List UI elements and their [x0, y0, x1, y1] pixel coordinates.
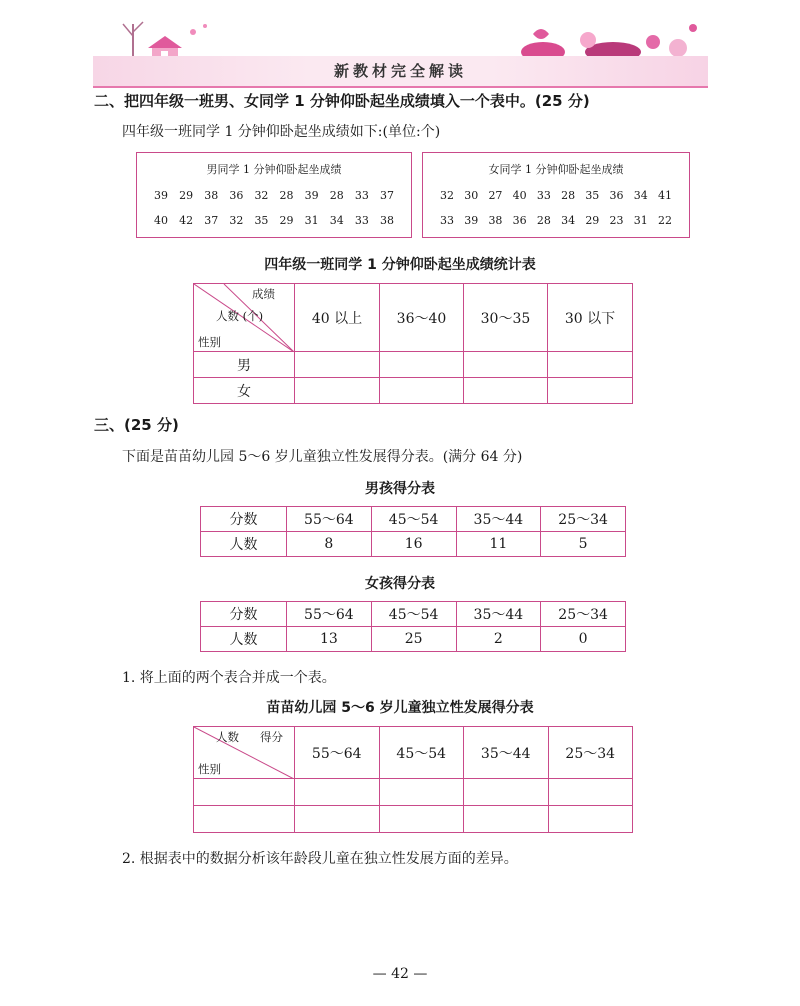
score-range: 35～44 [456, 602, 541, 627]
count-value: 13 [287, 627, 372, 652]
score-range: 35～44 [456, 507, 541, 532]
score-value: 29 [585, 214, 600, 227]
column-header: 55～64 [295, 727, 380, 779]
score-value: 32 [440, 189, 454, 202]
corner-label-gender: 性别 [198, 762, 221, 776]
count-value: 5 [541, 532, 626, 557]
row-label-score: 分数 [201, 507, 287, 532]
score-value: 40 [512, 189, 527, 202]
boys-score-row-2 [137, 214, 411, 227]
count-value: 16 [371, 532, 456, 557]
answer-cell[interactable] [295, 806, 380, 833]
corner-label-score: 成绩 [252, 287, 275, 301]
girls-score-row-2 [423, 214, 689, 227]
answer-cell[interactable] [295, 378, 380, 404]
answer-cell[interactable] [548, 779, 633, 806]
column-header: 35～44 [464, 727, 549, 779]
merged-score-table [193, 726, 633, 833]
girls-score-table [200, 601, 626, 652]
boys-score-title: 男同学 1 分钟仰卧起坐成绩 [206, 163, 342, 176]
boys-score-row-1 [137, 189, 411, 202]
score-value: 29 [179, 189, 194, 202]
score-value: 31 [633, 214, 648, 227]
column-header: 45～54 [379, 727, 464, 779]
answer-cell[interactable] [194, 806, 295, 833]
answer-cell[interactable] [295, 352, 380, 378]
score-value: 38 [488, 214, 503, 227]
score-value: 32 [229, 214, 244, 227]
score-value: 39 [464, 214, 479, 227]
score-value: 36 [229, 189, 244, 202]
merged-corner-cell [194, 727, 295, 779]
score-range: 25～34 [541, 507, 626, 532]
score-value: 28 [561, 189, 576, 202]
score-value: 39 [154, 189, 168, 202]
score-value: 36 [609, 189, 624, 202]
count-value: 0 [541, 627, 626, 652]
score-value: 33 [536, 189, 551, 202]
boys-score-table-caption: 男孩得分表 [365, 481, 435, 497]
row-label-count: 人数 [201, 627, 287, 652]
score-value: 28 [329, 189, 344, 202]
score-value: 33 [354, 214, 369, 227]
score-range: 45～54 [371, 507, 456, 532]
situps-table-caption: 四年级一班同学 1 分钟仰卧起坐成绩统计表 [264, 257, 536, 273]
answer-cell[interactable] [547, 378, 632, 404]
header-banner [93, 14, 708, 86]
column-header: 30 以下 [547, 284, 632, 352]
book-title: 新教材完全解读 [333, 62, 467, 80]
score-value: 33 [440, 214, 454, 227]
row-label-count: 人数 [201, 532, 287, 557]
score-range: 55～64 [287, 507, 372, 532]
girls-score-table-caption: 女孩得分表 [365, 576, 435, 592]
boys-score-table [200, 506, 626, 557]
section2-heading: 二、把四年级一班男、女同学 1 分钟仰卧起坐成绩填入一个表中。(25 分) [94, 92, 590, 110]
answer-cell[interactable] [464, 806, 549, 833]
boys-score-box [136, 152, 412, 238]
corner-label-gender: 性别 [198, 335, 221, 349]
page-number: — 42 — [372, 966, 428, 982]
answer-cell[interactable] [379, 806, 464, 833]
score-value: 41 [657, 189, 672, 202]
column-header: 30～35 [463, 284, 547, 352]
merged-table-caption: 苗苗幼儿园 5～6 岁儿童独立性发展得分表 [266, 700, 534, 716]
score-value: 28 [536, 214, 551, 227]
corner-label-count: 人数 [216, 730, 239, 744]
score-value: 38 [379, 214, 394, 227]
score-value: 37 [379, 189, 394, 202]
section2-intro: 四年级一班同学 1 分钟仰卧起坐成绩如下:(单位:个) [122, 124, 441, 140]
score-value: 42 [179, 214, 194, 227]
score-value: 22 [657, 214, 672, 227]
count-value: 11 [456, 532, 541, 557]
count-value: 25 [371, 627, 456, 652]
answer-cell[interactable] [380, 378, 464, 404]
table-corner-cell [194, 284, 295, 352]
column-header: 25～34 [548, 727, 633, 779]
score-value: 35 [254, 214, 269, 227]
score-value: 40 [154, 214, 168, 227]
score-value: 36 [512, 214, 527, 227]
count-value: 2 [456, 627, 541, 652]
score-value: 39 [304, 189, 319, 202]
corner-label-count: 人数 (个) [216, 309, 264, 323]
row-label-score: 分数 [201, 602, 287, 627]
row-label-girls: 女 [194, 378, 295, 404]
score-value: 23 [609, 214, 624, 227]
question-2: 2. 根据表中的数据分析该年龄段儿童在独立性发展方面的差异。 [122, 851, 518, 867]
banner-decoration-illustration [93, 14, 708, 60]
count-value: 8 [287, 532, 372, 557]
row-label-boys: 男 [194, 352, 295, 378]
score-value: 34 [561, 214, 576, 227]
question-1: 1. 将上面的两个表合并成一个表。 [122, 670, 336, 686]
girls-score-title: 女同学 1 分钟仰卧起坐成绩 [488, 163, 624, 176]
score-value: 31 [304, 214, 319, 227]
score-value: 37 [204, 214, 219, 227]
column-header: 36～40 [380, 284, 464, 352]
answer-cell[interactable] [463, 352, 547, 378]
score-range: 25～34 [541, 602, 626, 627]
situps-stats-table [193, 283, 633, 404]
score-value: 28 [279, 189, 294, 202]
answer-cell[interactable] [295, 779, 380, 806]
score-value: 27 [488, 189, 503, 202]
score-value: 38 [204, 189, 219, 202]
score-value: 35 [585, 189, 600, 202]
score-value: 34 [329, 214, 344, 227]
answer-cell[interactable] [464, 779, 549, 806]
corner-label-score: 得分 [260, 730, 283, 744]
section3-intro: 下面是苗苗幼儿园 5～6 岁儿童独立性发展得分表。(满分 64 分) [122, 449, 523, 465]
score-value: 33 [354, 189, 369, 202]
answer-cell[interactable] [380, 352, 464, 378]
answer-cell[interactable] [463, 378, 547, 404]
section3-heading: 三、(25 分) [94, 416, 179, 434]
score-value: 29 [279, 214, 294, 227]
column-header: 40 以上 [295, 284, 380, 352]
girls-score-box [422, 152, 690, 238]
answer-cell[interactable] [548, 806, 633, 833]
answer-cell[interactable] [379, 779, 464, 806]
score-value: 32 [254, 189, 269, 202]
answer-cell[interactable] [547, 352, 632, 378]
answer-cell[interactable] [194, 779, 295, 806]
score-value: 34 [633, 189, 648, 202]
score-range: 55～64 [287, 602, 372, 627]
score-value: 30 [464, 189, 479, 202]
girls-score-row-1 [423, 189, 689, 202]
score-range: 45～54 [371, 602, 456, 627]
